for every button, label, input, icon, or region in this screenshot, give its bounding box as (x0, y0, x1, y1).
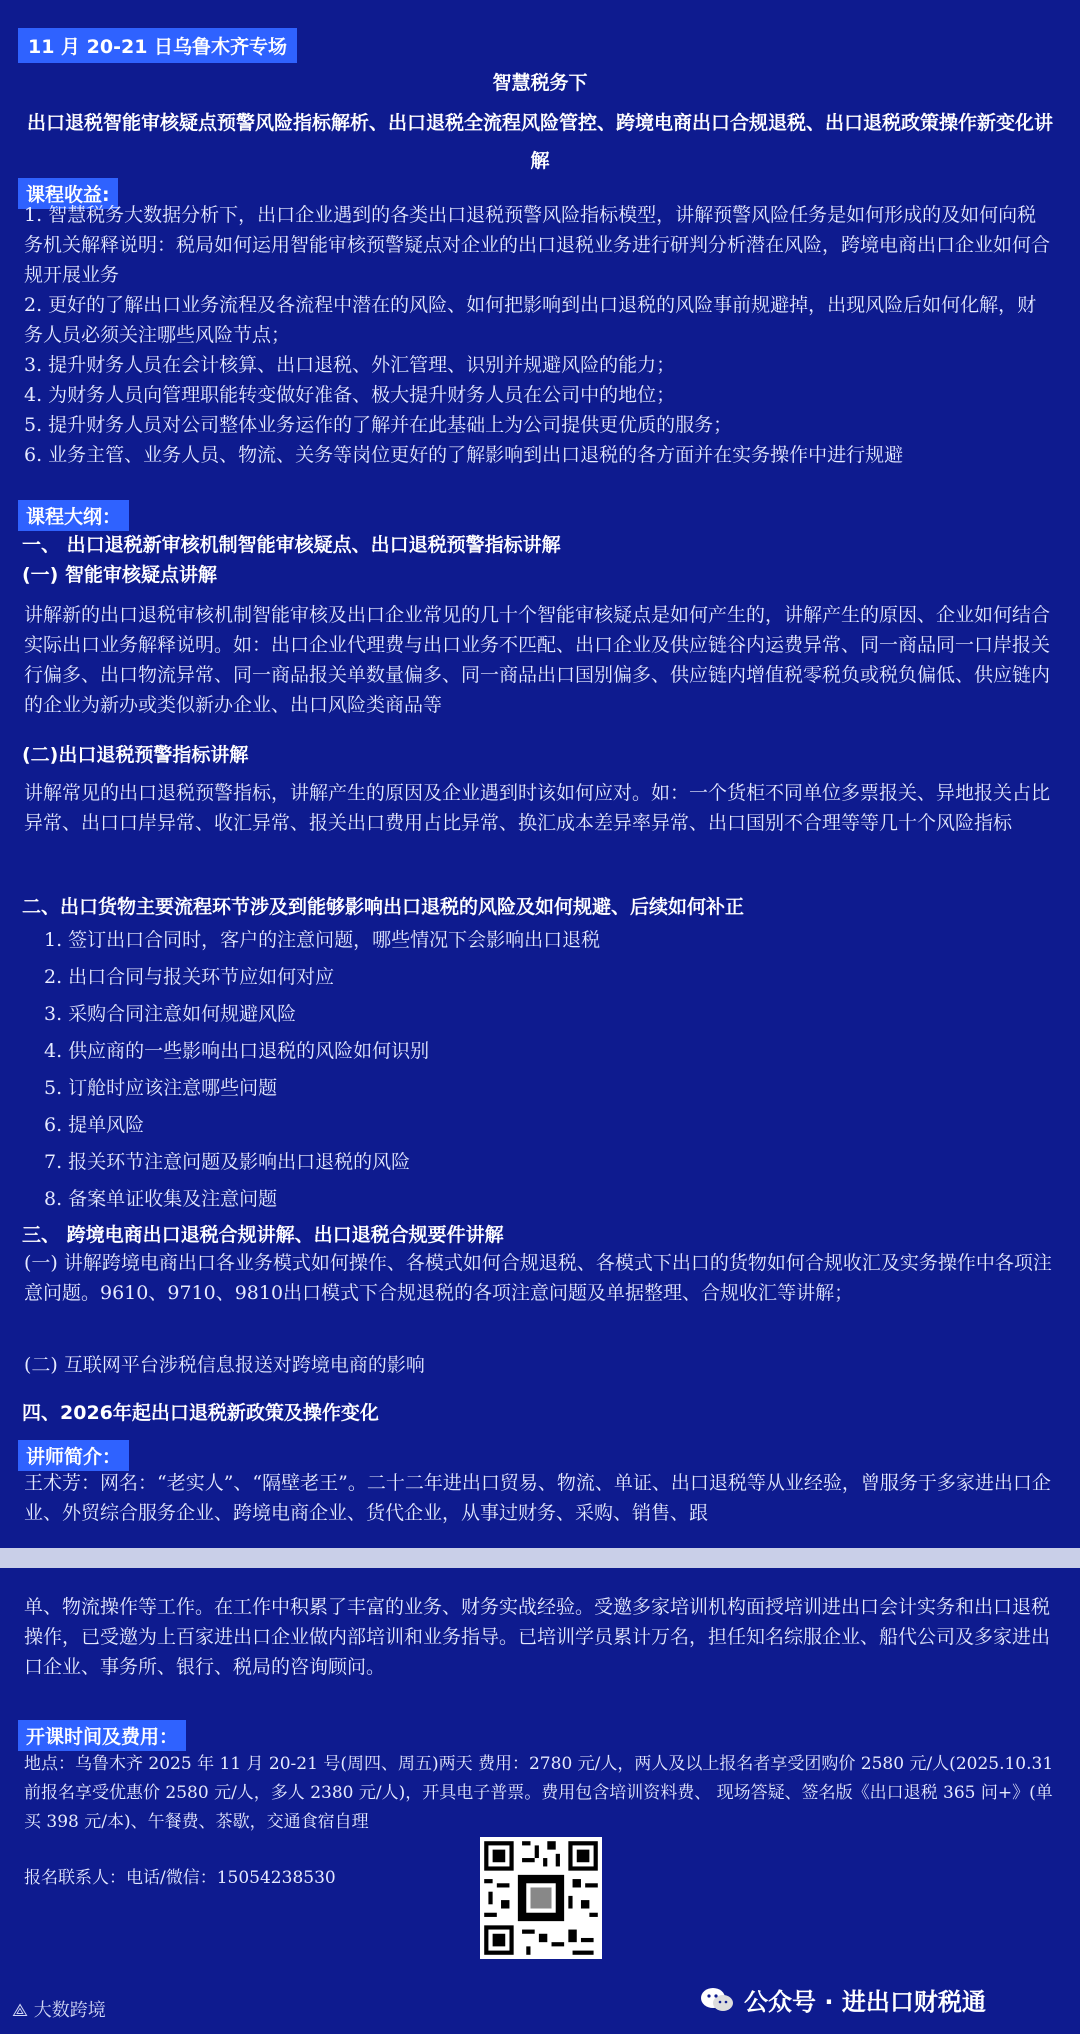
list-item: 4. 供应商的一些影响出口退税的风险如何识别 (44, 1040, 430, 1062)
list-item: 2. 出口合同与报关环节应如何对应 (44, 966, 335, 988)
list-item: 5. 订舱时应该注意哪些问题 (44, 1077, 278, 1099)
footer-account (700, 1982, 986, 2017)
schedule-tag: 开课时间及费用： (18, 1720, 186, 1751)
brand-icon: ⟁ (12, 2000, 29, 2021)
section-1a-heading: (一) 智能审核疑点讲解 (22, 564, 217, 586)
page-title: 智慧税务下 (492, 72, 588, 94)
list-item: 7. 报关环节注意问题及影响出口退税的风险 (44, 1151, 411, 1173)
benefits-tag: 课程收益: (18, 178, 118, 209)
benefit-item: 3. 提升财务人员在会计核算、出口退税、外汇管理、识别并规避风险的能力； (24, 354, 676, 376)
section-3b-text: (二) 互联网平台涉税信息报送对跨境电商的影响 (24, 1354, 425, 1376)
date-tag: 11 月 20-21 日乌鲁木齐专场 (18, 28, 297, 63)
section-4-heading: 四、2026年起出口退税新政策及操作变化 (22, 1402, 379, 1424)
list-item: 1. 签订出口合同时，客户的注意问题，哪些情况下会影响出口退税 (44, 929, 601, 951)
page-subtitle: 出口退税智能审核疑点预警风险指标解析、出口退税全流程风险管控、跨境电商出口合规退税、出口退税政策操作新变化讲解 (26, 112, 1053, 172)
schedule-text: 地点：乌鲁木齐 2025 年 11 月 20-21 号(周四、周五)两天 费用：2780 元/人，两人及以上报名者享受团购价 2580 元/人(2025.10.31 前报名享受优惠价 2580 元/人，多人 2380 元/人)，开具电子普票。费用包含培训资料费、 现场答疑、签名版《出口退税 365 问+》(单买 398 元/本)、午餐费、茶歇，交通食宿自理 (24, 1754, 1054, 1832)
section-1a-text: 讲解新的出口退税审核机制智能审核及出口企业常见的几十个智能审核疑点是如何产生的，讲解产生的原因、企业如何结合实际出口业务解释说明。如：出口企业代理费与出口业务不匹配、出口企业及供应链谷内运费异常、同一商品同一口岸报关行偏多、出口物流异常、同一商品报关单数量偏多、同一商品出口国别偏多、供应链内增值税零税负或税负偏低、供应链内的企业为新办或类似新办企业、出口风险类商品等 (24, 604, 1051, 716)
section-3-heading: 三、 跨境电商出口退税合规讲解、出口退税合规要件讲解 (22, 1224, 504, 1246)
section-2-heading: 二、出口货物主要流程环节涉及到能够影响出口退税的风险及如何规避、后续如何补正 (22, 896, 745, 918)
section-1b-heading: (二)出口退税预警指标讲解 (22, 744, 249, 766)
list-item: 6. 提单风险 (44, 1114, 145, 1136)
section-1b-text: 讲解常见的出口退税预警指标，讲解产生的原因及企业遇到时该如何应对。如：一个货柜不同单位多票报关、异地报关占比异常、出口口岸异常、收汇异常、报关出口费用占比异常、换汇成本差异率异常、出口国别不合理等等几十个风险指标 (24, 782, 1051, 834)
benefit-item: 5. 提升财务人员对公司整体业务运作的了解并在此基础上为公司提供更优质的服务； (24, 414, 733, 436)
benefits-list (24, 200, 1054, 470)
divider-band (0, 1548, 1080, 1568)
list-item: 8. 备案单证收集及注意问题 (44, 1188, 278, 1210)
qr-code-icon (480, 1837, 602, 1959)
lecturer-text-bottom: 单、物流操作等工作。在工作中积累了丰富的业务、财务实战经验。受邀多家培训机构面授培训进出口会计实务和出口退税操作，已受邀为上百家进出口企业做内部培训和业务指导。已培训学员累计万名，担任知名综服企业、船代公司及多家进出口企业、事务所、银行、税局的咨询顾问。 (24, 1596, 1051, 1678)
benefit-item: 1. 智慧税务大数据分析下，出口企业遇到的各类出口退税预警风险指标模型，讲解预警风险任务是如何形成的及如何向税务机关解释说明：税局如何运用智能审核预警疑点对企业的出口退税业务进行研判分析潜在风险，跨境电商出口企业如何合规开展业务 (24, 204, 1051, 286)
section-1-heading: 一、 出口退税新审核机制智能审核疑点、出口退税预警指标讲解 (22, 534, 561, 556)
qr-code (480, 1837, 602, 1959)
benefit-item: 6. 业务主管、业务人员、物流、关务等岗位更好的了解影响到出口退税的各方面并在实务操作中进行规避 (24, 444, 904, 466)
footer-left-text: 大数跨境 (33, 2000, 106, 2021)
list-item: 3. 采购合同注意如何规避风险 (44, 1003, 297, 1025)
lecturer-tag: 讲师简介： (18, 1440, 129, 1471)
contact-text: 报名联系人：电话/微信：15054238530 (24, 1868, 336, 1888)
outline-tag: 课程大纲： (18, 500, 129, 531)
section-2-list (44, 922, 600, 1218)
footer-watermark (12, 1996, 106, 2022)
benefit-item: 2. 更好的了解出口业务流程及各流程中潜在的风险、如何把影响到出口退税的风险事前规避掉，出现风险后如何化解，财务人员必须关注哪些风险节点； (24, 294, 1037, 346)
footer-right-text: 公众号 · 进出口财税通 (744, 1988, 986, 2016)
wechat-icon (700, 1986, 734, 2014)
benefit-item: 4. 为财务人员向管理职能转变做好准备、极大提升财务人员在公司中的地位； (24, 384, 676, 406)
section-3a-text: (一) 讲解跨境电商出口各业务模式如何操作、各模式如何合规退税、各模式下出口的货物如何合规收汇及实务操作中各项注意问题。9610、9710、9810出口模式下合规退税的各项注意问题及单据整理、合规收汇等讲解； (24, 1252, 1052, 1304)
lecturer-text-top: 王术芳：网名：“老实人”、“隔壁老王”。二十二年进出口贸易、物流、单证、出口退税等从业经验，曾服务于多家进出口企业、外贸综合服务企业、跨境电商企业、货代企业，从事过财务、采购、销售、跟 (24, 1472, 1051, 1524)
